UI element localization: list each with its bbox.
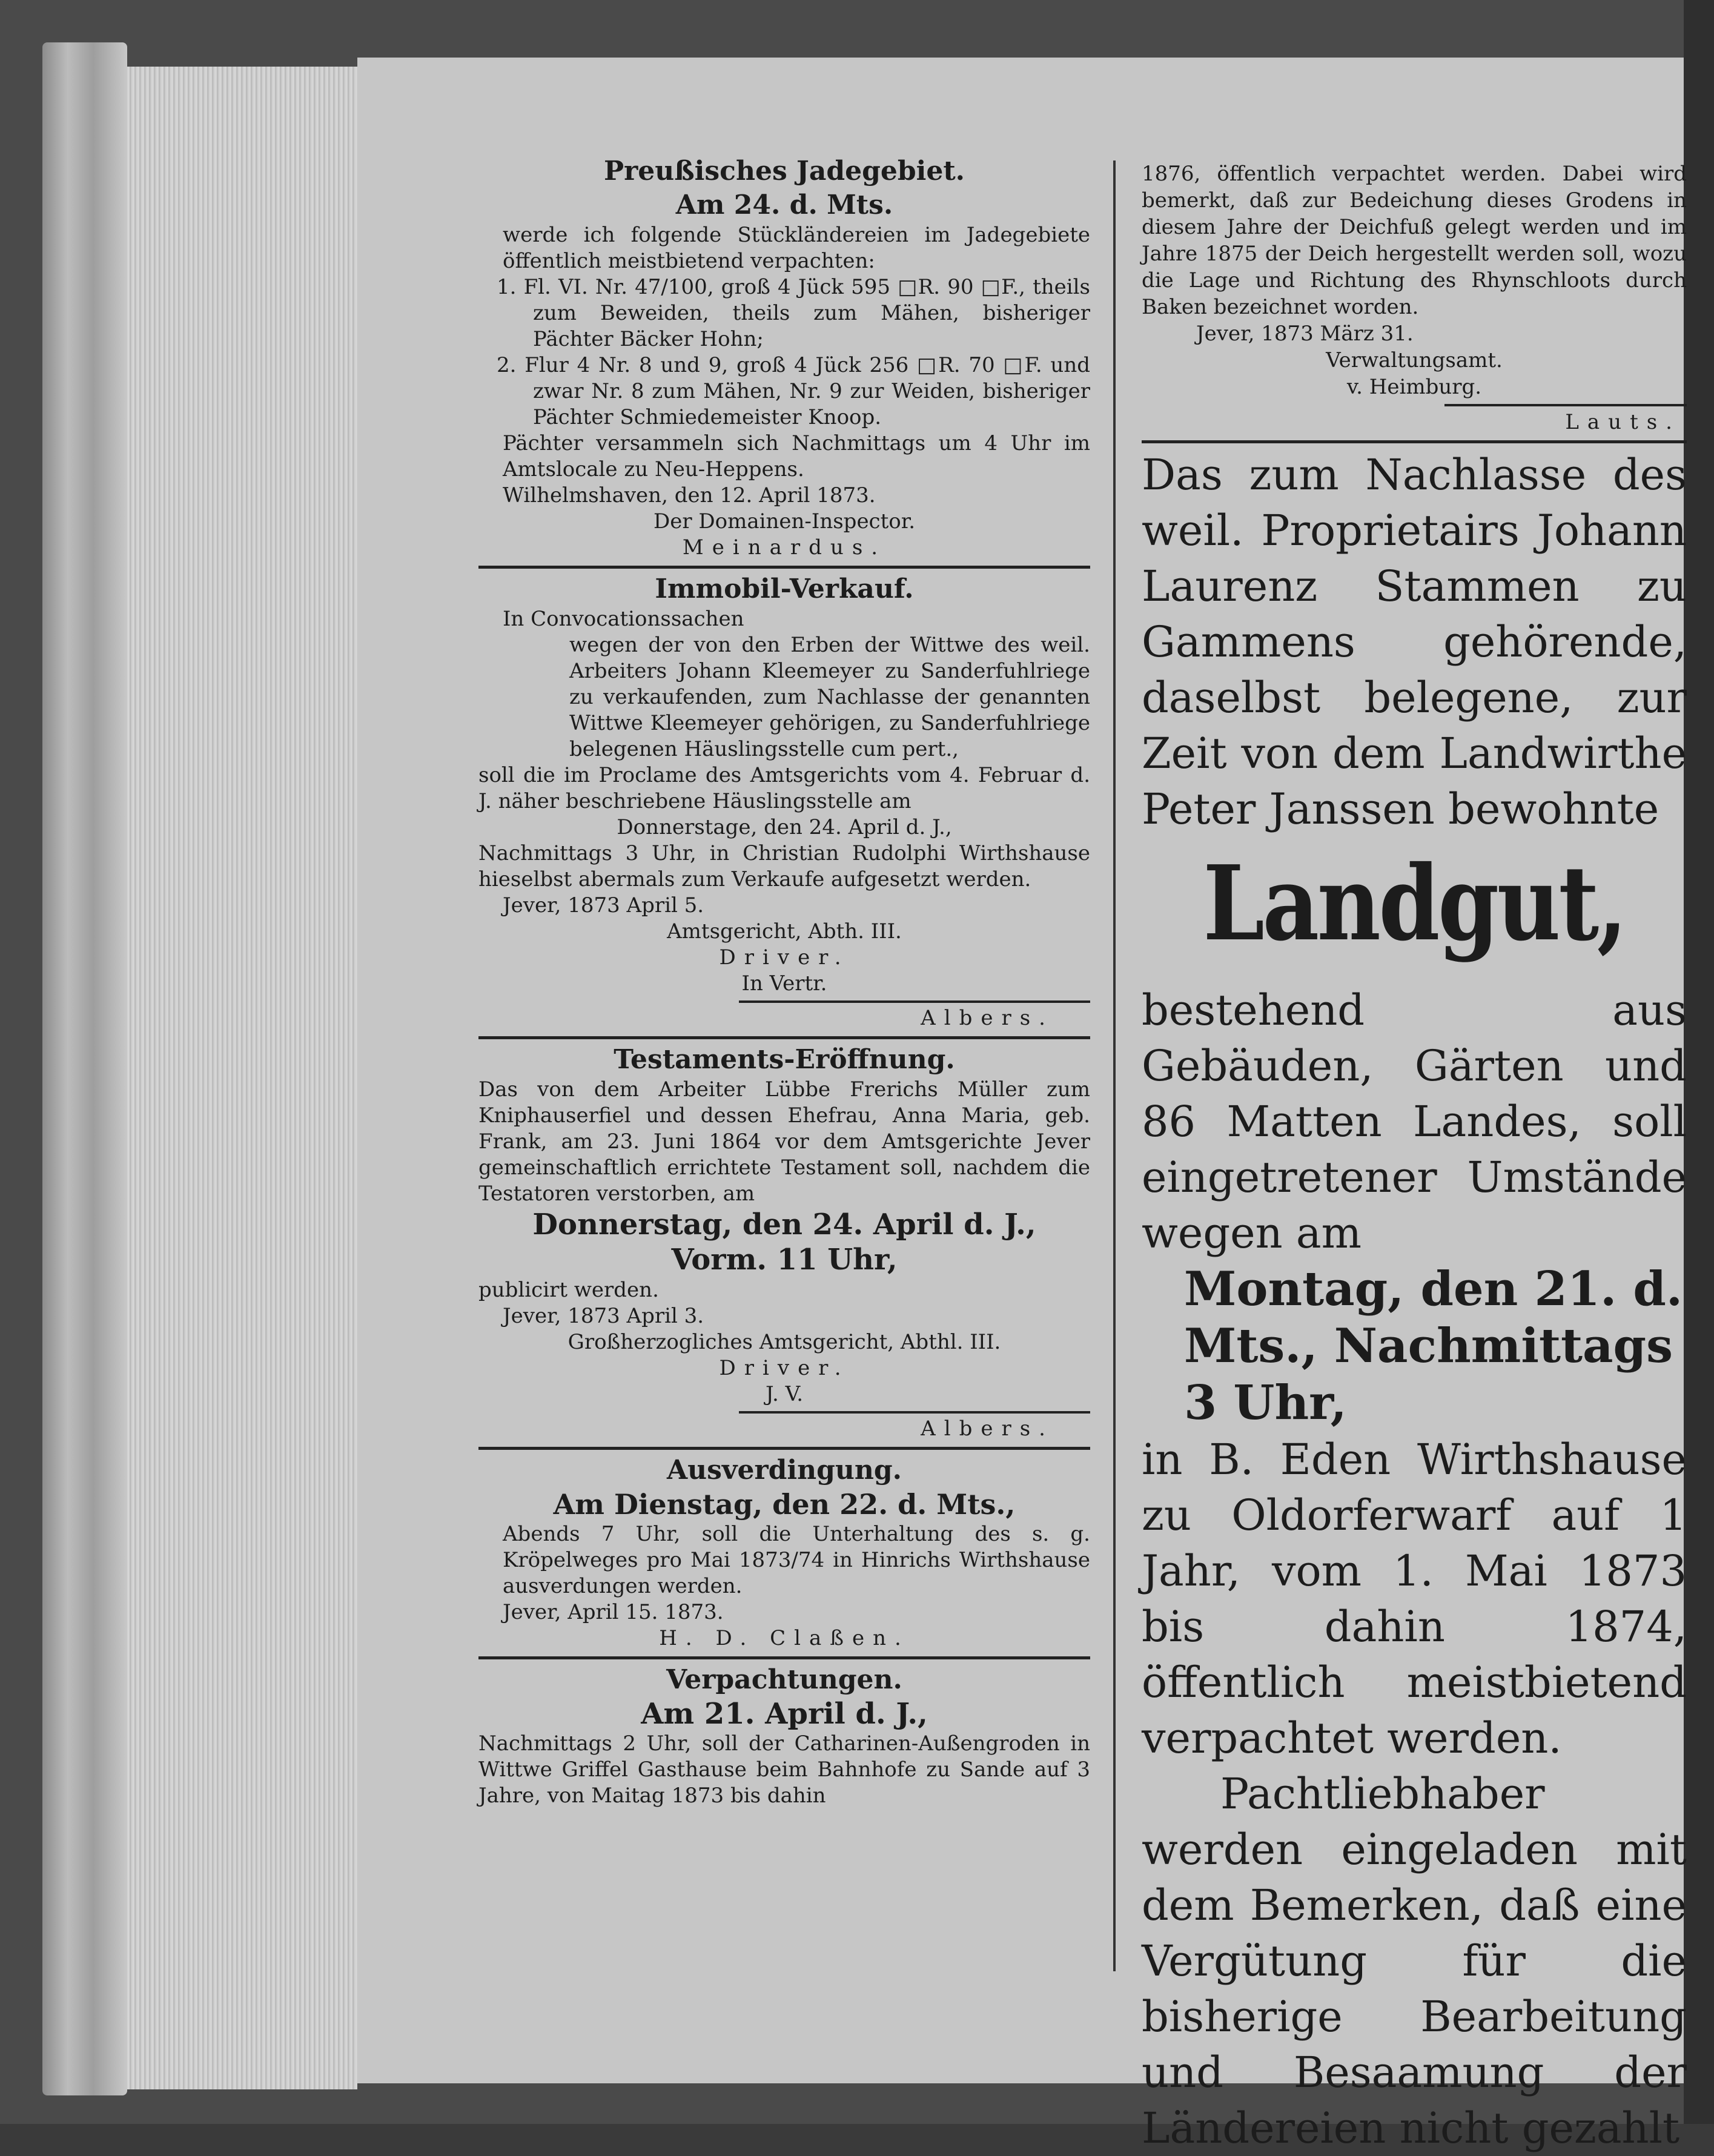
notice-publicirt: publicirt werden. — [478, 1278, 659, 1302]
notice-date: Am 24. d. Mts. — [675, 190, 893, 220]
right-column — [1142, 160, 1687, 2156]
notice-office: Verwaltungsamt. — [1326, 348, 1503, 372]
column-separator — [1113, 160, 1116, 1971]
notice-body: 1876, öffentlich verpachtet werden. Dabei wird bemerkt, daß zur Bedeichung dieses Grodens in diesem Jahre der Deichfuß gelegt werden und im Jahre 1875 der Deich hergestellt werden soll, wozu die Lage und Richtung des Rhynschloots durch Baken bezeichnet worden. — [1142, 162, 1687, 319]
notice-body: Das von dem Arbeiter Lübbe Frerichs Müller zum Kniphauserfiel und dessen Ehefrau, Anna Maria, geb. Frank, am 23. Juni 1864 vor dem Amtsgerichte Jever gemeinschaftlich errichtete Testament soll, nachdem die Testatoren verstorben, am — [478, 1077, 1090, 1206]
notice-date-line: Donnerstage, den 24. April d. J., — [617, 815, 952, 839]
notice-verpachtung-cont — [1142, 160, 1687, 435]
stacked-page-edges — [127, 67, 357, 2089]
notice-item-2: 2. Flur 4 Nr. 8 und 9, groß 4 Jück 256 □R. 70 □F. und zwar Nr. 8 zum Mähen, Nr. 9 zur Weiden, bisheriger Pächter Schmiedemeister Knoop. — [497, 353, 1090, 429]
notice-signature: Meinardus. — [682, 535, 887, 560]
landgut-date-1: Montag, den 21. d. — [1184, 1262, 1683, 1317]
section-rule — [478, 1036, 1090, 1039]
notice-meeting: Pächter versammeln sich Nachmittags um 4 Uhr im Amtslocale zu Neu-Heppens. — [503, 431, 1090, 481]
notice-landgut — [1142, 447, 1687, 2156]
notice-testament — [478, 1043, 1090, 1442]
landgut-body-3: Pachtliebhaber werden eingeladen mit dem Bemerken, daß eine Vergütung für die bisherige Bearbeitung und Besaamung der Ländereien nicht gezahlt — [1142, 1769, 1687, 2153]
section-rule — [478, 1447, 1090, 1450]
notice-line: soll die im Proclame des Amtsgerichts vom 4. Februar d. J. näher beschriebene Häuslingsstelle am — [478, 763, 1090, 813]
landgut-body-2: in B. Eden Wirthshause zu Oldorferwarf auf 1 Jahr, vom 1. Mai 1873 bis dahin 1874, öffentlich meistbietend verpachtet werden. — [1142, 1435, 1687, 1763]
notice-body: Nachmittags 2 Uhr, soll der Catharinen-Außengroden in Wittwe Griffel Gasthause beim Bahnhofe zu Sande auf 3 Jahre, von Maitag 1873 bis dahin — [478, 1731, 1090, 1808]
notice-signature: Driver. — [719, 1356, 850, 1380]
notice-line: Nachmittags 3 Uhr, in Christian Rudolphi Wirthshause hieselbst abermals zum Verkaufe aufgesetzt werden. — [478, 841, 1090, 891]
notice-item-1: 1. Fl. VI. Nr. 47/100, groß 4 Jück 595 □R. 90 □F., theils zum Beweiden, theils zum Mähen, bisheriger Pächter Bäcker Hohn; — [497, 275, 1090, 351]
right-shadow — [1684, 0, 1714, 2124]
notice-immobil-verkauf — [478, 572, 1090, 1031]
notice-albers: Albers. — [921, 1006, 1054, 1030]
section-rule — [478, 1656, 1090, 1659]
notice-date: Am 21. April d. J., — [641, 1697, 928, 1731]
landgut-intro: Das zum Nachlasse des weil. Proprietairs Johann Laurenz Stammen zu Gammens gehörende, daselbst belegene, zur Zeit von dem Landwirthe Peter Janssen bewohnte — [1142, 450, 1687, 834]
landgut-date-3: 3 Uhr, — [1184, 1375, 1347, 1430]
notice-line: In Convocationssachen — [503, 607, 744, 631]
notice-lauts: Lauts. — [1565, 410, 1681, 434]
landgut-date-2: Mts., Nachmittags — [1184, 1318, 1673, 1374]
section-rule — [1142, 440, 1687, 443]
book-binding-edge — [42, 42, 127, 2095]
notice-line: wegen der von den Erben der Wittwe des weil. Arbeiters Johann Kleemeyer zu Sanderfuhlriege zu verkaufenden, zum Nachlasse der genannten Wittwe Kleemeyer gehörigen, zu Sanderfuhlriege belegenen Häuslingsstelle cum pert., — [569, 633, 1090, 761]
notice-place-date: Jever, April 15. 1873. — [503, 1600, 724, 1624]
short-rule — [739, 1411, 1090, 1414]
notice-title: Immobil-Verkauf. — [655, 574, 914, 604]
notice-place-date: Jever, 1873 April 3. — [503, 1304, 704, 1328]
notice-title: Verpachtungen. — [666, 1664, 902, 1695]
notice-place-date: Wilhelmshaven, den 12. April 1873. — [503, 483, 876, 508]
notice-intro: werde ich folgende Stückländereien im Jadegebiete öffentlich meistbietend verpachten: — [503, 223, 1090, 273]
notice-albers: Albers. — [921, 1417, 1054, 1441]
notice-office: Großherzogliches Amtsgericht, Abthl. III. — [567, 1330, 1001, 1354]
notice-signature: Driver. — [719, 945, 850, 970]
landgut-title: Landgut, — [1203, 843, 1626, 964]
notice-body: Abends 7 Uhr, soll die Unterhaltung des s. g. Kröpelweges pro Mai 1873/74 in Hinrichs Wirthshause ausverdungen werden. — [503, 1522, 1090, 1598]
notice-place-date: Jever, 1873 März 31. — [1196, 322, 1414, 346]
left-column — [478, 154, 1090, 1809]
notice-title: Testaments-Eröffnung. — [614, 1044, 955, 1075]
notice-vertr: In Vertr. — [741, 971, 827, 996]
notice-title: Preußisches Jadegebiet. — [604, 156, 965, 187]
notice-date-2: Vorm. 11 Uhr, — [671, 1243, 898, 1277]
notice-date-1: Donnerstag, den 24. April d. J., — [532, 1208, 1036, 1242]
notice-ausverdingung — [478, 1453, 1090, 1652]
short-rule — [1444, 404, 1687, 406]
notice-office: Der Domainen-Inspector. — [653, 509, 916, 534]
section-rule — [478, 566, 1090, 569]
notice-iv: J. V. — [765, 1382, 804, 1406]
notice-place-date: Jever, 1873 April 5. — [503, 893, 704, 918]
notice-office: Amtsgericht, Abth. III. — [667, 919, 902, 944]
notice-date: Am Dienstag, den 22. d. Mts., — [553, 1488, 1016, 1521]
landgut-body-1: bestehend aus Gebäuden, Gärten und 86 Matten Landes, soll eingetretener Umstände wegen am — [1142, 985, 1687, 1258]
notice-jadegebiet — [478, 154, 1090, 561]
notice-signature: v. Heimburg. — [1346, 375, 1482, 399]
short-rule — [739, 1000, 1090, 1003]
notice-signature: H. D. Claßen. — [659, 1626, 910, 1650]
notice-verpachtungen — [478, 1663, 1090, 1809]
notice-title: Ausverdingung. — [667, 1455, 902, 1486]
